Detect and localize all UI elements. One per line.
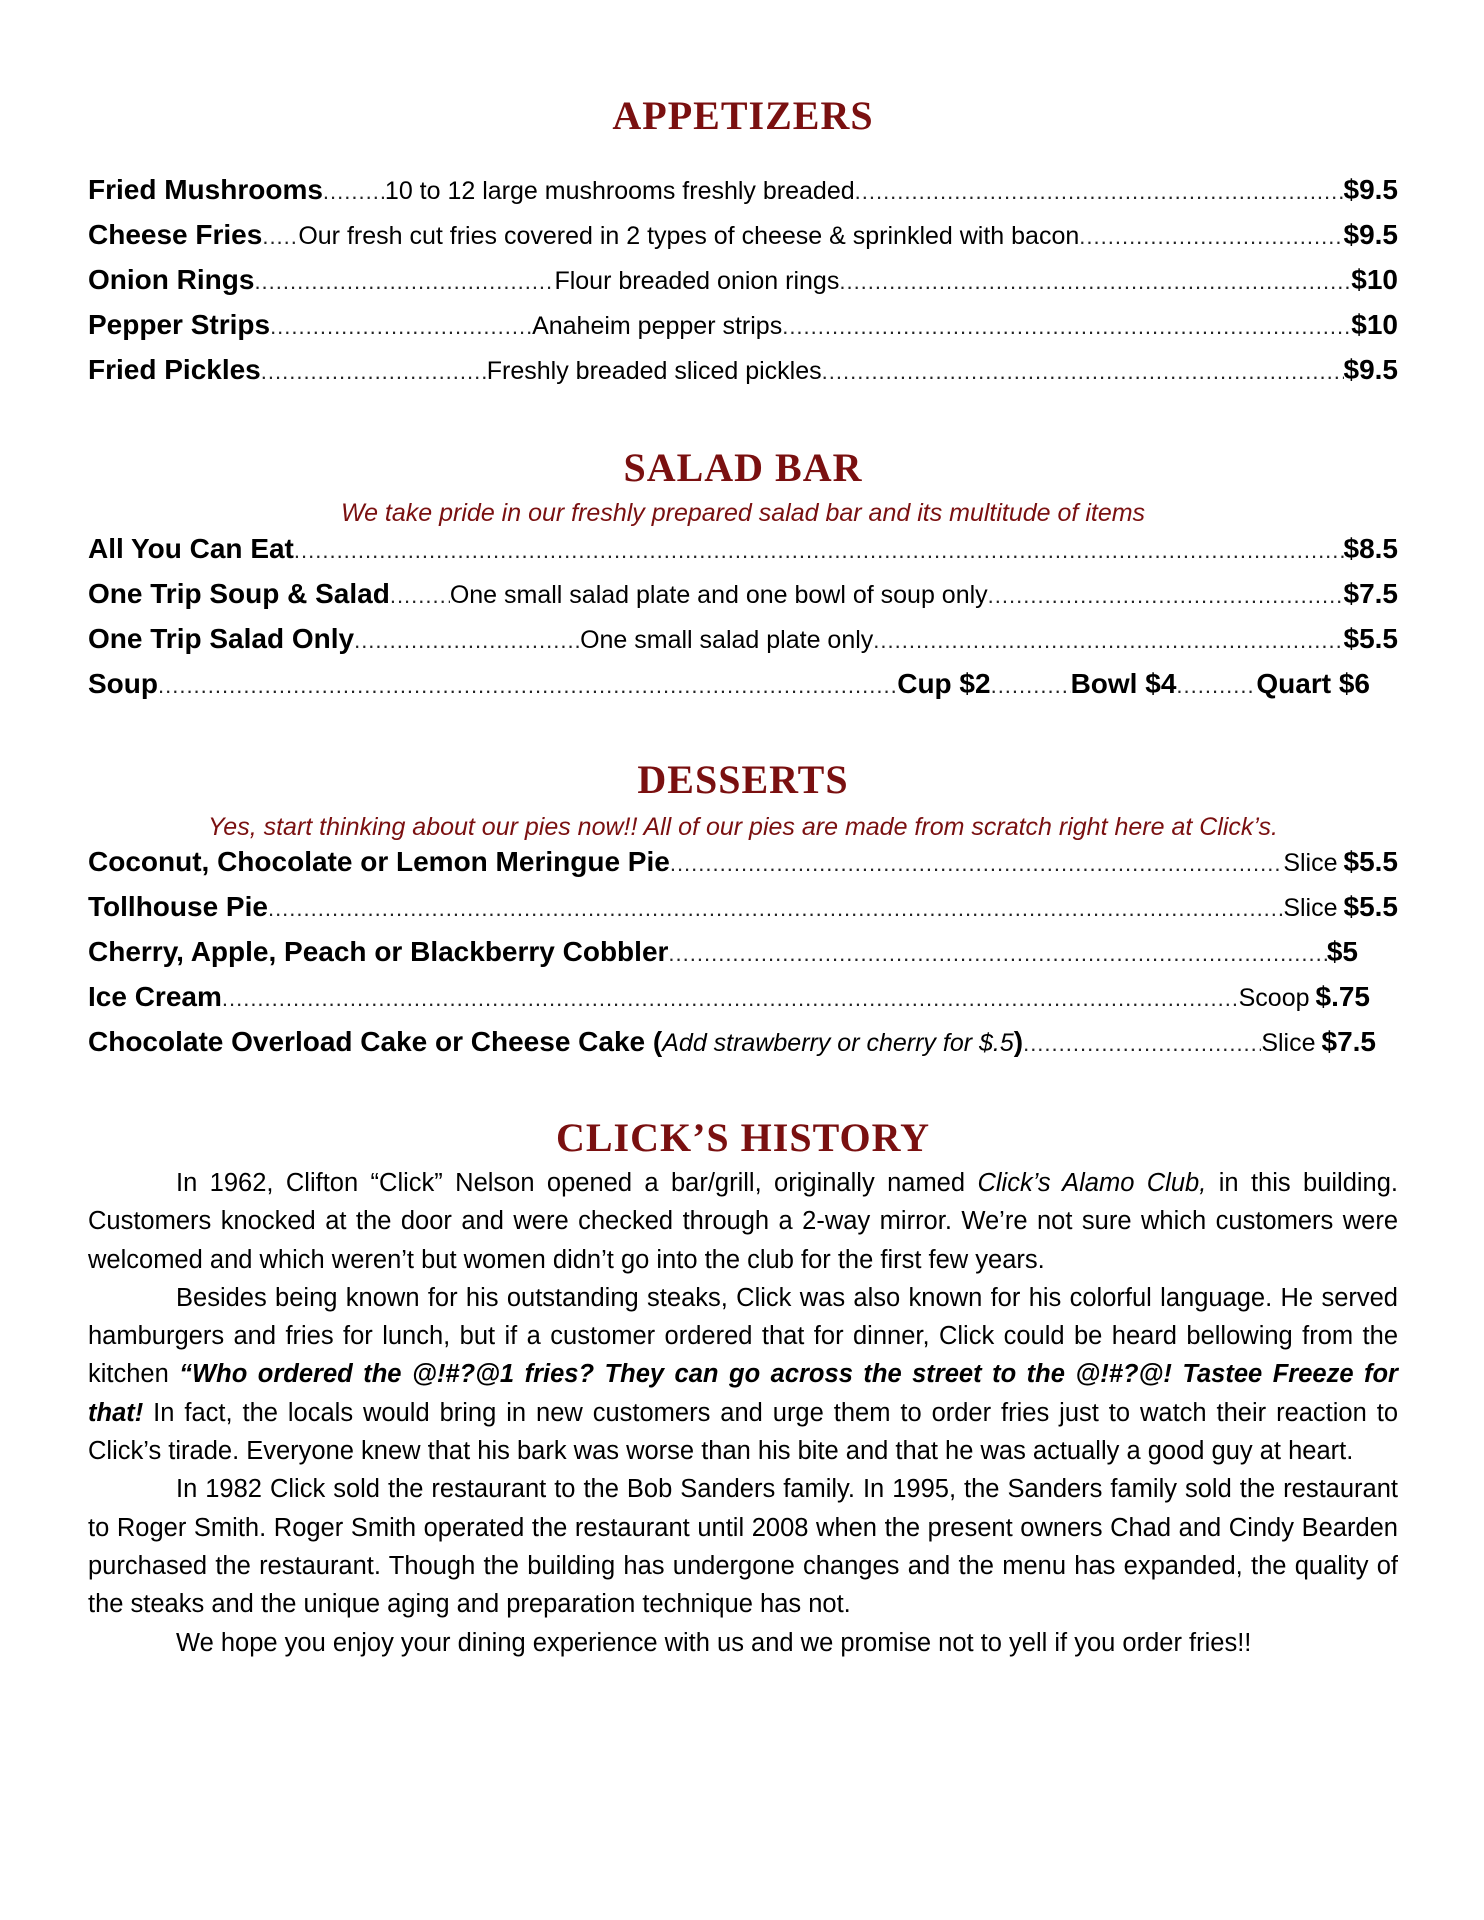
menu-item xyxy=(88,891,1398,936)
desserts-subtitle: Yes, start thinking about our pies now!! All of our pies are made from scratch right here at Click’s. xyxy=(208,813,1278,841)
item-price: $10 xyxy=(1351,309,1398,340)
desserts-list xyxy=(88,846,1398,1071)
item-price: $9.5 xyxy=(1343,219,1398,250)
item-name: Fried Mushrooms xyxy=(88,174,323,205)
appetizers-title: APPETIZERS xyxy=(612,93,874,138)
item-description: Anaheim pepper strips xyxy=(532,312,783,340)
history-section xyxy=(88,1115,1398,1160)
soup-cup-price: Cup $2 xyxy=(897,668,991,699)
history-title: CLICK’S HISTORY xyxy=(555,1115,931,1160)
desserts-section xyxy=(88,757,1398,802)
item-description: Freshly breaded sliced pickles xyxy=(486,357,822,385)
appetizers-list xyxy=(88,174,1398,399)
soup-quart-price: Quart $6 xyxy=(1256,668,1370,699)
item-name: Ice Cream xyxy=(88,981,222,1012)
item-name: One Trip Soup & Salad xyxy=(88,578,390,609)
item-description: Flour breaded onion rings xyxy=(554,267,840,295)
item-name: Cherry, Apple, Peach or Blackberry Cobbler xyxy=(88,936,669,967)
item-name: All You Can Eat xyxy=(88,533,294,564)
item-unit: Slice xyxy=(1261,1029,1316,1057)
item-note: Add strawberry or cherry for $.5 xyxy=(662,1029,1014,1057)
salad-bar-subtitle: We take pride in our freshly prepared salad bar and its multitude of items xyxy=(340,499,1146,527)
item-unit: Slice xyxy=(1283,849,1338,877)
menu-item xyxy=(88,623,1398,668)
item-price: $7.5 xyxy=(1321,1026,1376,1057)
item-price: $5.5 xyxy=(1343,623,1398,654)
menu-item xyxy=(88,533,1398,578)
menu-item xyxy=(88,846,1398,891)
item-name: Pepper Strips xyxy=(88,309,271,340)
menu-item xyxy=(88,264,1398,309)
history-paragraph: In 1962, Clifton “Click” Nelson opened a bar/grill, originally named Click’s Alamo Club, in this building. Customers knocked at the door and were checked through a 2-way mirror. We’re not sure which customers were welcomed and which weren’t but women didn’t go into the club for the first few years. xyxy=(88,1169,1399,1274)
item-price: $7.5 xyxy=(1343,578,1398,609)
item-price: $5.5 xyxy=(1343,846,1398,877)
item-price: $9.5 xyxy=(1343,354,1398,385)
item-unit: Slice xyxy=(1283,894,1338,922)
item-description: One small salad plate only xyxy=(580,626,874,654)
item-description: 10 to 12 large mushrooms freshly breaded xyxy=(384,177,855,205)
item-name: Onion Rings xyxy=(88,264,255,295)
item-price: $8.5 xyxy=(1343,533,1398,564)
item-name: Fried Pickles xyxy=(88,354,261,385)
history-paragraph: We hope you enjoy your dining experience with us and we promise not to yell if you order fries!! xyxy=(176,1628,1252,1657)
item-description: Our fresh cut fries covered in 2 types of cheese & sprinkled with bacon xyxy=(298,222,1080,250)
item-price: $5 xyxy=(1326,936,1358,967)
soup-bowl-price: Bowl $4 xyxy=(1070,668,1177,699)
menu-item xyxy=(88,174,1398,219)
salad-bar-title: SALAD BAR xyxy=(623,445,863,490)
history-text xyxy=(88,1164,1398,1662)
menu-item-soup xyxy=(88,668,1370,713)
history-paragraph: In 1982 Click sold the restaurant to the Bob Sanders family. In 1995, the Sanders family sold the restaurant to Roger Smith. Roger Smith operated the restaurant until 2008 when the present owners Chad and Cindy Bearden purchased the restaurant. Though the building has undergone changes and the menu has expanded, the quality of the steaks and the unique aging and preparation technique has not. xyxy=(88,1475,1398,1619)
item-description: One small salad plate and one bowl of soup only xyxy=(449,581,988,609)
menu-item xyxy=(88,309,1398,354)
salad-bar-section xyxy=(88,445,1398,490)
item-price: $5.5 xyxy=(1343,891,1398,922)
item-name: Tollhouse Pie xyxy=(88,891,268,922)
appetizers-section xyxy=(88,93,1398,138)
item-price: $.75 xyxy=(1315,981,1370,1012)
menu-item xyxy=(88,354,1398,399)
item-name: Cheese Fries xyxy=(88,219,263,250)
menu-item xyxy=(88,219,1398,264)
item-name: Soup xyxy=(88,668,158,699)
menu-item xyxy=(88,936,1358,981)
item-name: Coconut, Chocolate or Lemon Meringue Pie xyxy=(88,846,670,877)
item-name: Chocolate Overload Cake or Cheese Cake xyxy=(88,1026,646,1057)
item-name: One Trip Salad Only xyxy=(88,623,355,654)
menu-item-cake: Chocolate Overload Cake or Cheese Cake ( Add strawberry or cherry for $.5 ) ..... Slice $7.5 xyxy=(88,1026,1376,1071)
item-unit: Scoop xyxy=(1238,984,1310,1012)
salad-bar-list xyxy=(88,533,1398,713)
item-price: $10 xyxy=(1351,264,1398,295)
history-paragraph: Besides being known for his outstanding steaks, Click was also known for his colorful language. He served hamburgers and fries for lunch, but if a customer ordered that for dinner, Click could be heard bellowing from the kitchen “Who ordered the @!#?@1 fries? They can go across the street to the @!#?@! Tastee Freeze for that! In fact, the locals would bring in new customers and urge them to order fries just to watch their reaction to Click’s tirade. Everyone knew that his bark was worse than his bite and that he was actually a good guy at heart. xyxy=(88,1283,1398,1466)
menu-item xyxy=(88,578,1398,623)
menu-item xyxy=(88,981,1370,1026)
desserts-title: DESSERTS xyxy=(637,757,849,802)
item-price: $9.5 xyxy=(1343,174,1398,205)
